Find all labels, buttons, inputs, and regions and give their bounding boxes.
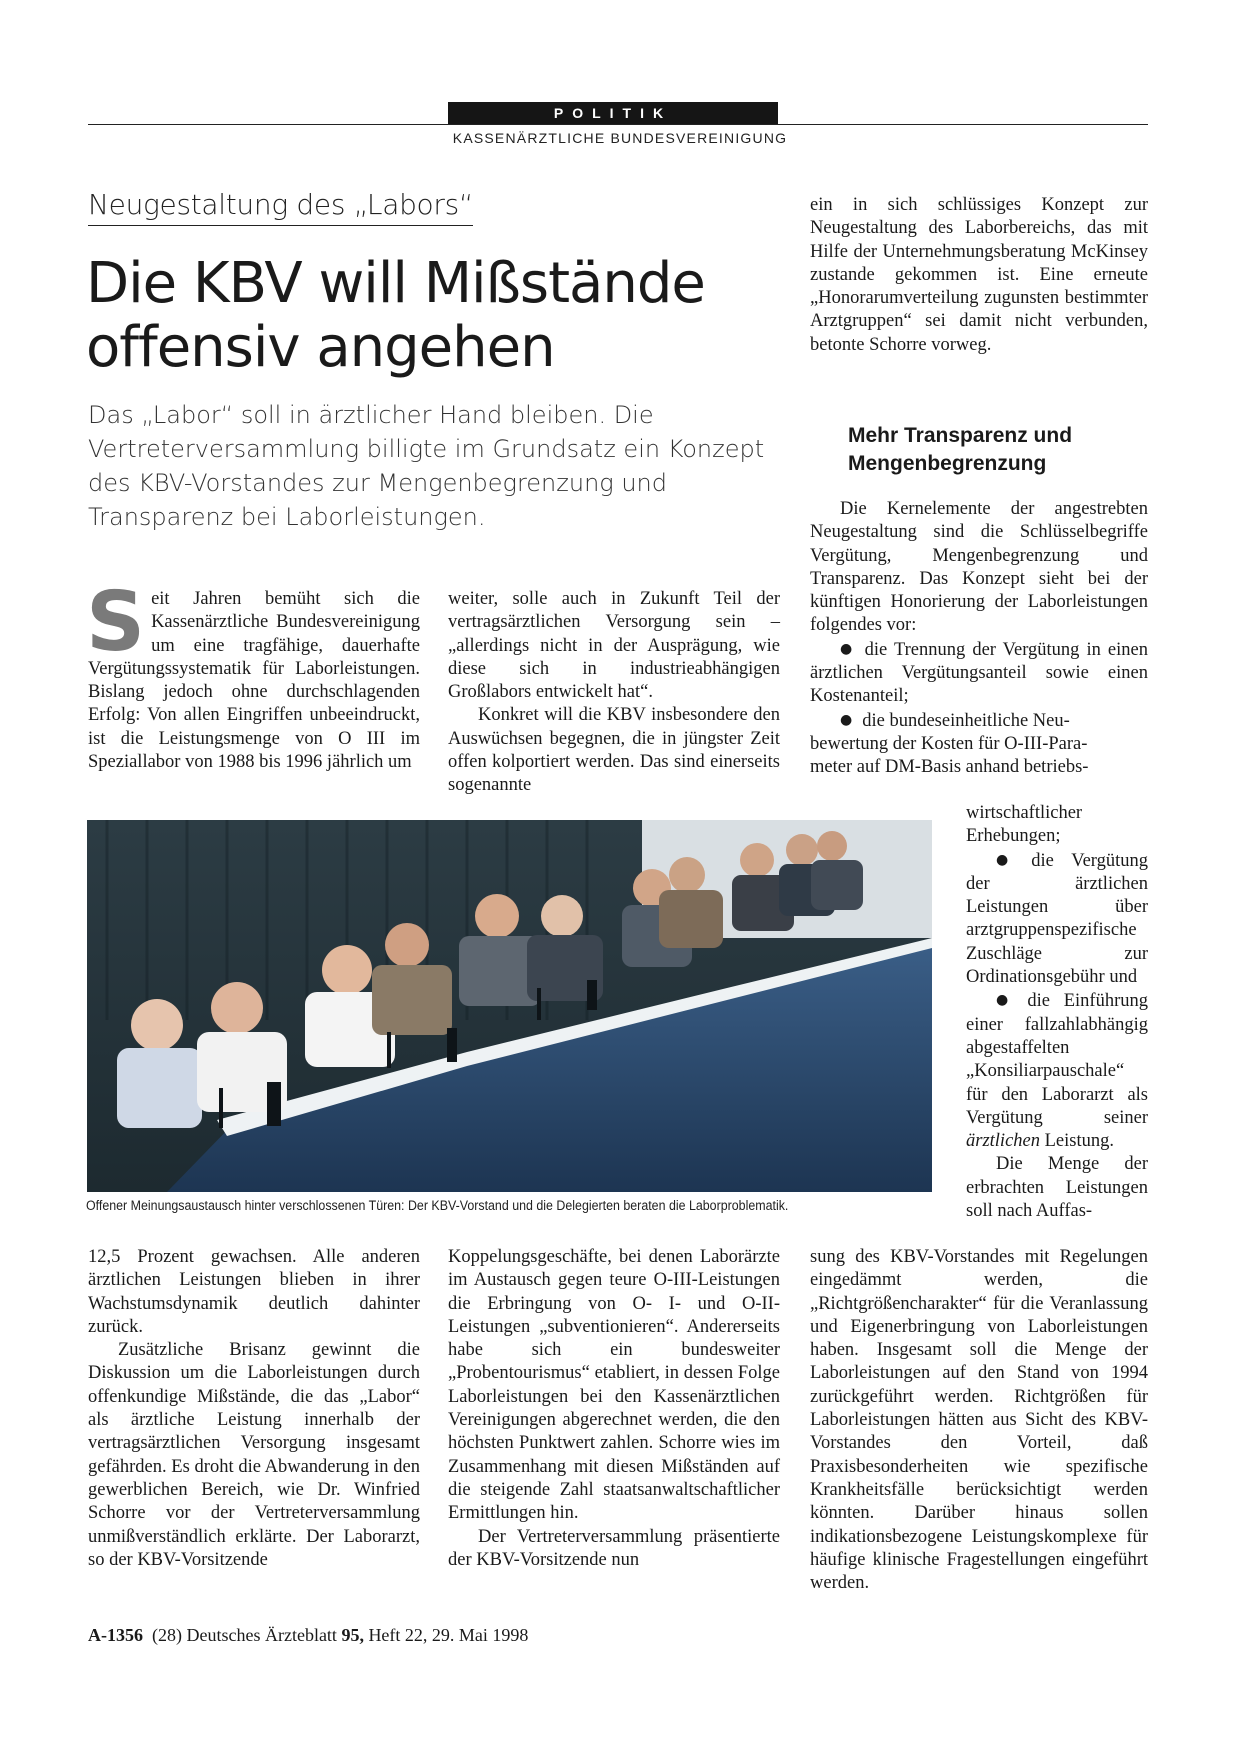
paragraph: Koppelungsgeschäfte, bei denen Laborärzte im Austausch gegen teure O-III-Leistungen die Erbringung von O- I- und O-II-Leistungen „subventionieren“. Andererseits habe sich ein bundesweiter „Probentourismus“ etabliert, in dessen Folge Laborleistungen bei den Kassenärztlichen Vereinigungen abgerechnet werden, die den höchsten Punktwert zahlen. Schorre wies im Zusammenhang mit diesen Mißständen auf die steigende Zahl staatsanwaltschaftlicher Ermittlungen hin. bbox=[448, 1247, 780, 1524]
paragraph: Der Vertreterversammlung präsentierte der KBV-Vorsitzende nun bbox=[448, 1526, 780, 1570]
column-1-top-text: eit Jahren bemüht sich die Kassenärztliche Bundesvereinigung um eine tragfähige, dauerhafte Vergütungssystematik für Laborleistungen. Bislang jedoch ohne durchschlagenden Erfolg: Von allen Eingriffen unbeeindruckt, ist die Leistungsmenge von O III im Speziallabor von 1988 bis 1996 jährlich um bbox=[88, 589, 420, 773]
column-2-top bbox=[448, 588, 780, 798]
journal-name: (28) Deutsches Ärzteblatt bbox=[152, 1625, 342, 1645]
volume: 95, bbox=[341, 1625, 364, 1645]
paragraph: 12,5 Prozent gewachsen. Alle anderen ärztlichen Leistungen blieben in ihrer Wachstumsdynamik deutlich dahinter zurück. bbox=[88, 1247, 420, 1337]
photo-illustration bbox=[87, 820, 932, 1192]
article-kicker: Neugestaltung des „Labors“ bbox=[88, 188, 473, 226]
bullet-icon: ● bbox=[840, 711, 853, 728]
page-footer bbox=[88, 1625, 528, 1646]
column-2-bottom bbox=[448, 1246, 780, 1572]
bullet-item: ● die bundeseinheitliche Neu- bewertung der Kosten für O-III-Para- meter auf DM-Basis anhand betriebs- bbox=[810, 710, 1089, 778]
column-1-bottom bbox=[88, 1246, 420, 1572]
paragraph: Die Kernelemente der angestrebten Neugestaltung sind die Schlüsselbegriffe Vergütung, Mengenbegrenzung und Transparenz. Das Konzept sieht bei der künftigen Honorierung der Laborleistungen folgendes vor: bbox=[810, 499, 1148, 636]
bullet-item: ● die Einführung einer fallzahlabhängig abgestaffelten „Konsiliarpauschale“ für den Laborarzt als Vergütung seiner ärztlichen Leistung. bbox=[966, 991, 1148, 1152]
drop-cap: S bbox=[86, 575, 146, 670]
paragraph: Zusätzliche Brisanz gewinnt die Diskussion um die Laborleistungen durch offenkundige Mißstände, die das „Labor“ als ärztliche Leistung innerhalb der vertragsärztlichen Versorgung insgesamt gefährden. Es droht die Abwanderung in den gewerblichen Bereich, wie Dr. Winfried Schorre vor der Vertreterversammlung unmißverständlich erklärte. Der Laborarzt, so der KBV-Vorsitzende bbox=[88, 1340, 420, 1570]
paragraph: wirtschaftlicher Erhebungen; bbox=[966, 803, 1083, 847]
photo-caption: Offener Meinungsaustausch hinter verschlossenen Türen: Der KBV-Vorstand und die Delegierten beraten die Laborproblematik. bbox=[86, 1198, 789, 1213]
column-3-top bbox=[810, 194, 1148, 357]
paragraph: Die Menge der erbrachten Leistungen soll nach Auffas- bbox=[966, 1154, 1148, 1222]
article-headline: Die KBV will Mißstände offensiv angehen bbox=[86, 251, 705, 380]
section-subhead: Mehr Transparenz und Mengenbegrenzung bbox=[848, 424, 1073, 475]
column-3-middle bbox=[810, 498, 1148, 780]
issue-date: Heft 22, 29. Mai 1998 bbox=[363, 1625, 529, 1645]
page-number: A-1356 bbox=[88, 1625, 143, 1645]
column-3-bottom bbox=[810, 1246, 1148, 1595]
bullet-icon: ● bbox=[840, 640, 855, 657]
column-1-top bbox=[86, 575, 420, 774]
header-rule bbox=[88, 124, 1148, 125]
article-lede: Das „Labor“ soll in ärztlicher Hand bleiben. Die Vertreterversammlung billigte im Grundsatz ein Konzept des KBV-Vorstandes zur Mengenbegrenzung und Transparenz bei Laborleistungen. bbox=[88, 401, 765, 531]
bullet-item: ● die Trennung der Vergütung in einen ärztlichen Vergütungsanteil sowie einen Kostenanteil; bbox=[810, 639, 1148, 707]
column-3-narrow bbox=[966, 802, 1148, 1223]
bullet-icon: ● bbox=[996, 851, 1022, 868]
conference-photo bbox=[87, 820, 932, 1192]
subsection-label: KASSENÄRZTLICHE BUNDESVEREINIGUNG bbox=[452, 130, 788, 146]
paragraph: Konkret will die KBV insbesondere den Auswüchsen begegnen, die in jüngster Zeit offen kolportiert werden. Das sind einerseits sogenannte bbox=[448, 705, 780, 796]
bullet-item: ● die Vergütung der ärztlichen Leistungen über arztgruppenspezifische Zuschläge zur Ordinationsgebühr und bbox=[966, 850, 1148, 988]
paragraph: ein in sich schlüssiges Konzept zur Neugestaltung des Laborbereichs, das mit Hilfe der Unternehmungsberatung McKinsey zustande gekommen ist. Eine erneute „Honorarumverteilung zugunsten bestimmter Arztgruppen“ sei damit nicht verbunden, betonte Schorre vorweg. bbox=[810, 195, 1148, 355]
paragraph: sung des KBV-Vorstandes mit Regelungen eingedämmt werden, die „Richtgrößencharakter“ für die Veranlassung und Eigenerbringung von Laborleistungen haben. Insgesamt soll die Menge der Laborleistungen auf den Stand von 1994 zurückgeführt werden. Richtgrößen für Laborleistungen hätten aus Sicht des KBV-Vorstandes den Vorteil, daß Praxisbesonderheiten wie spezifische Krankheitsfälle berücksichtigt werden könnten. Darüber hinaus sollen indikationsbezogene Leistungskomplexe für häufige klinische Fragestellungen eingeführt werden. bbox=[810, 1247, 1148, 1594]
paragraph: weiter, solle auch in Zukunft Teil der vertragsärztlichen Versorgung sein – „allerdings nicht in der Ausprägung, wie diese sich in industrieabhängigen Großlabors entwickelt hat“. bbox=[448, 589, 780, 703]
section-label: POLITIK bbox=[448, 102, 778, 124]
bullet-icon: ● bbox=[996, 992, 1018, 1009]
